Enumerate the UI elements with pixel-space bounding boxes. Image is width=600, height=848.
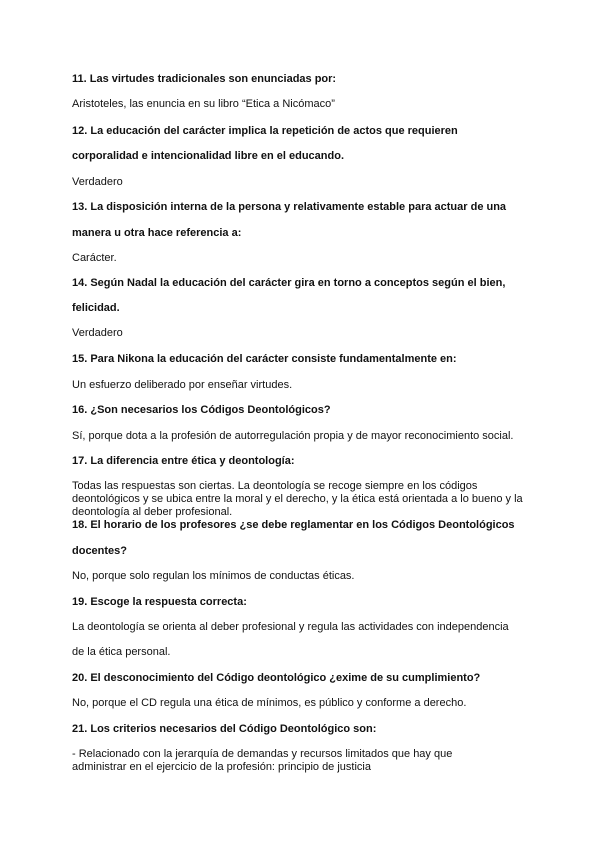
question-20: 20. El desconocimiento del Código deontológico ¿exime de su cumplimiento?	[72, 672, 481, 684]
question-14-line2: felicidad.	[72, 302, 120, 314]
question-16: 16. ¿Son necesarios los Códigos Deontológicos?	[72, 404, 331, 416]
answer-21-line1: - Relacionado con la jerarquía de demandas y recursos limitados que hay que	[72, 748, 453, 760]
question-13-line1: 13. La disposición interna de la persona y relativamente estable para actuar de una	[72, 201, 507, 213]
answer-18: No, porque solo regulan los mínimos de conductas éticas.	[72, 570, 355, 582]
question-13-line2: manera u otra hace referencia a:	[72, 227, 242, 239]
answer-13: Carácter.	[72, 252, 117, 264]
answer-17-line1: Todas las respuestas son ciertas. La deontología se recoge siempre en los códigos	[72, 480, 478, 492]
answer-15: Un esfuerzo deliberado por enseñar virtudes.	[72, 379, 293, 391]
answer-16: Sí, porque dota a la profesión de autorregulación propia y de mayor reconocimiento social.	[72, 430, 514, 442]
question-11: 11. Las virtudes tradicionales son enunciadas por:	[72, 73, 337, 85]
answer-19-line1: La deontología se orienta al deber profesional y regula las actividades con independencia	[72, 621, 509, 633]
question-18-line2: docentes?	[72, 545, 128, 557]
answer-17-line3: deontología al deber profesional.	[72, 506, 233, 518]
answer-17-line2: deontológicos y se ubica entre la moral y el derecho, y la ética está orientada a lo bueno y la	[72, 493, 523, 505]
question-17: 17. La diferencia entre ética y deontología:	[72, 455, 295, 467]
question-18-line1: 18. El horario de los profesores ¿se debe reglamentar en los Códigos Deontológicos	[72, 519, 515, 531]
answer-21-line2: administrar en el ejercicio de la profesión: principio de justicia	[72, 761, 371, 773]
answer-19-line2: de la ética personal.	[72, 646, 171, 658]
question-14-line1: 14. Según Nadal la educación del carácter gira en torno a conceptos según el bien,	[72, 277, 506, 289]
answer-11: Aristoteles, las enuncia en su libro “Etica a Nicómaco”	[72, 98, 335, 110]
question-15: 15. Para Nikona la educación del carácter consiste fundamentalmente en:	[72, 353, 457, 365]
answer-14: Verdadero	[72, 327, 123, 339]
answer-12: Verdadero	[72, 176, 123, 188]
question-12-line1: 12. La educación del carácter implica la repetición de actos que requieren	[72, 125, 458, 137]
question-12-line2: corporalidad e intencionalidad libre en el educando.	[72, 150, 344, 162]
question-19: 19. Escoge la respuesta correcta:	[72, 596, 247, 608]
answer-20: No, porque el CD regula una ética de mínimos, es público y conforme a derecho.	[72, 697, 467, 709]
question-21: 21. Los criterios necesarios del Código Deontológico son:	[72, 723, 377, 735]
